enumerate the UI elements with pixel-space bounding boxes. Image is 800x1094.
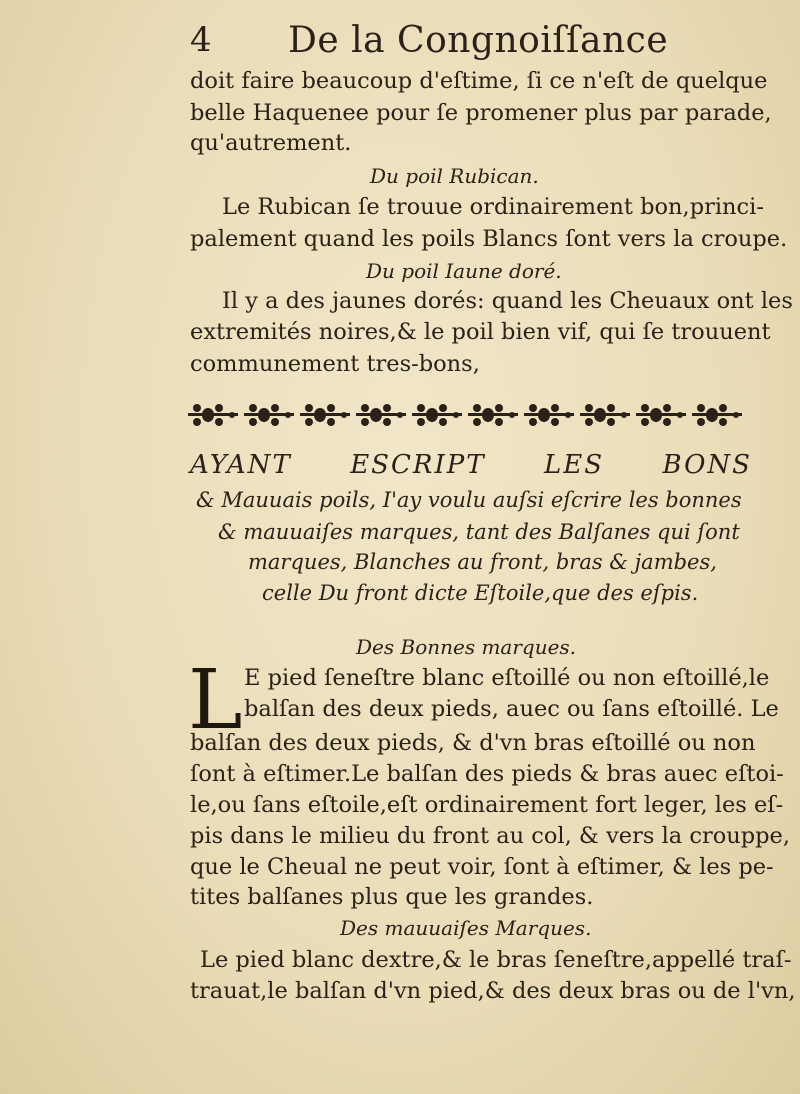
section-heading-bonnes: Des Bonnes marques. [356, 635, 577, 659]
running-title: De la Congnoiſſance [288, 20, 669, 61]
section-heading-mauuaises: Des mauuaiſes Marques. [340, 916, 592, 940]
drop-cap: L [188, 653, 243, 748]
intro-line: marques, Blanches au front, bras & jambes, [248, 550, 717, 574]
text-line: communement tres-bons, [190, 351, 480, 377]
intro-line: & Mauuais poils, I'ay voulu auſsi eſcrire les bonnes [196, 488, 742, 512]
text-line: balſan des deux pieds, & d'vn bras eſtoillé ou non [190, 730, 756, 756]
page-header [190, 14, 750, 64]
text-line: belle Haquenee pour ſe promener plus par parade, [190, 100, 772, 126]
text-line: tites balſanes plus que les grandes. [190, 884, 594, 910]
intro-line: & mauuaiſes marques, tant des Balſanes qui ſont [218, 520, 740, 544]
text-line: Le pied blanc dextre,& le bras ſeneſtre,appellé traſ- [200, 947, 792, 973]
text-line: balſan des deux pieds, auec ou ſans eſtoillé. Le [244, 696, 779, 722]
text-line: qu'autrement. [190, 130, 352, 156]
text-line: extremités noires,& le poil bien vif, qui ſe trouuent [190, 319, 771, 345]
section-caps-title: AYANT ESCRIPT LES BONS [190, 450, 752, 480]
text-line: E pied ſeneſtre blanc eſtoillé ou non eſtoillé,le [244, 665, 770, 691]
section-heading-rubican: Du poil Rubican. [370, 164, 539, 188]
text-line: Il y a des jaunes dorés: quand les Cheuaux ont les [222, 288, 793, 314]
text-line: pis dans le milieu du front au col, & vers la crouppe, [190, 823, 791, 849]
page-number: 4 [190, 20, 212, 60]
intro-line: celle Du front dicte Eſtoile,que des eſpis. [262, 581, 699, 605]
text-line: Le Rubican ſe trouue ordinairement bon,princi- [222, 194, 764, 220]
fleuron-ornament-band [188, 398, 752, 432]
text-line: doit faire beaucoup d'eſtime, ſi ce n'eſt de quelque [190, 68, 768, 94]
text-line: que le Cheual ne peut voir, ſont à eſtimer, & les pe- [190, 854, 774, 880]
text-line: trauat,le balſan d'vn pied,& des deux bras ou de l'vn, [190, 978, 796, 1004]
text-line: palement quand les poils Blancs ſont vers la croupe. [190, 226, 788, 252]
section-heading-jaune: Du poil Iaune doré. [366, 259, 562, 283]
text-line: le,ou ſans eſtoile,eſt ordinairement fort leger, les eſ- [190, 792, 784, 818]
text-line: ſont à eſtimer.Le balſan des pieds & bras auec eſtoi- [190, 761, 784, 787]
